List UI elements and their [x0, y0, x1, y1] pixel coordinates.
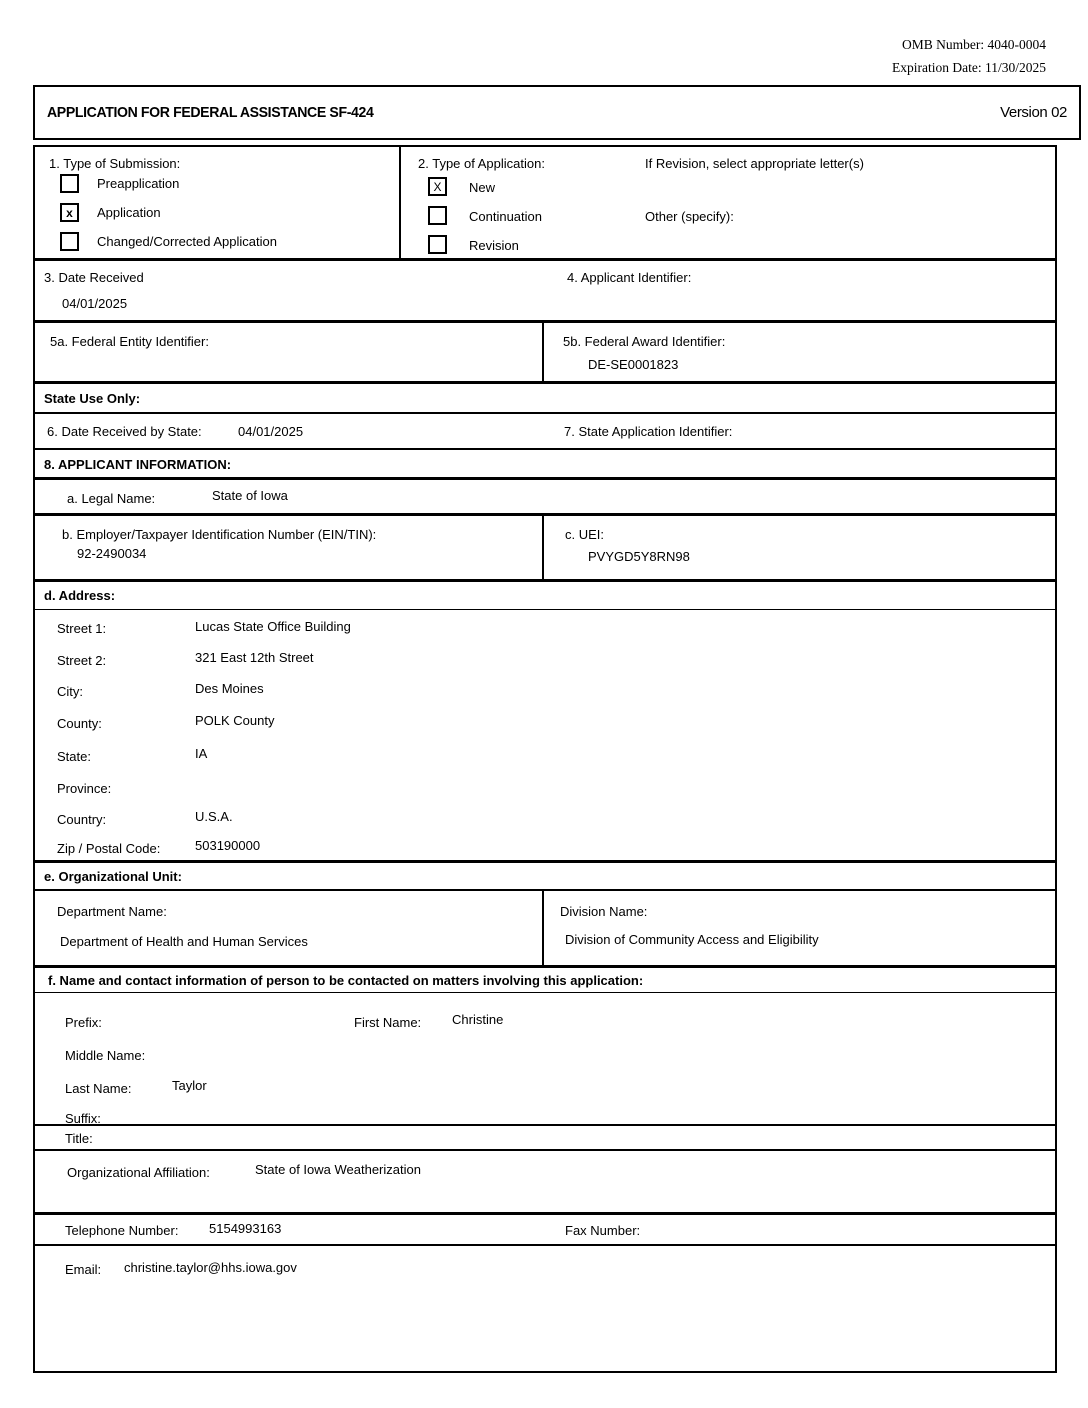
suffix-label: Suffix:: [65, 1111, 101, 1126]
address-block: [35, 610, 1055, 863]
row-department-division: [35, 891, 1055, 968]
uei-label: c. UEI:: [565, 527, 605, 542]
row-submission-application: [35, 147, 1055, 261]
legal-name-label: a. Legal Name:: [67, 491, 156, 506]
fax-number-label: Fax Number:: [565, 1223, 641, 1238]
prefix-label: Prefix:: [65, 1015, 102, 1030]
federal-award-identifier-label: 5b. Federal Award Identifier:: [563, 334, 726, 349]
row-telephone-fax: [35, 1215, 1055, 1246]
street2-value: 321 East 12th Street: [195, 650, 314, 665]
organizational-affiliation-value: State of Iowa Weatherization: [255, 1162, 421, 1177]
continuation-checkbox[interactable]: [428, 206, 447, 225]
department-name-label: Department Name:: [57, 904, 167, 919]
federal-entity-identifier-cell: [35, 323, 544, 381]
division-name-label: Division Name:: [560, 904, 648, 919]
telephone-number-label: Telephone Number:: [65, 1223, 179, 1238]
continuation-label: Continuation: [469, 209, 542, 224]
state-value: IA: [195, 746, 208, 761]
row-contact-heading: [35, 968, 1055, 993]
first-name-value: Christine: [452, 1012, 504, 1027]
federal-award-identifier-cell: [544, 323, 1055, 381]
date-received-by-state-value: 04/01/2025: [238, 424, 304, 439]
row-address-heading: [35, 582, 1055, 610]
applicant-information-heading: 8. APPLICANT INFORMATION:: [44, 457, 232, 472]
zip-label: Zip / Postal Code:: [57, 841, 161, 856]
row-date-received: [35, 261, 1055, 323]
form-body: [33, 145, 1057, 1373]
row-organizational-affiliation: [35, 1151, 1055, 1215]
first-name-label: First Name:: [354, 1015, 422, 1030]
date-received-value: 04/01/2025: [62, 296, 128, 311]
date-received-by-state-label: 6. Date Received by State:: [47, 424, 202, 439]
street1-label: Street 1:: [57, 621, 107, 636]
omb-block: [892, 33, 1046, 79]
date-received-label: 3. Date Received: [44, 270, 144, 285]
row-applicant-information-heading: [35, 450, 1055, 480]
division-cell: [544, 891, 1055, 965]
revision-checkbox[interactable]: [428, 235, 447, 254]
federal-award-identifier-value: DE-SE0001823: [588, 357, 679, 372]
state-use-only-label: State Use Only:: [44, 391, 141, 406]
revision-label: Revision: [469, 238, 519, 253]
organizational-affiliation-label: Organizational Affiliation:: [67, 1165, 210, 1180]
section-type-of-application: [401, 147, 1055, 258]
revision-hint-label: If Revision, select appropriate letter(s): [645, 156, 864, 171]
department-cell: [35, 891, 544, 965]
contact-heading: f. Name and contact information of person to be contacted on matters involving this application:: [48, 973, 644, 988]
last-name-label: Last Name:: [65, 1081, 132, 1096]
application-label: Application: [97, 205, 161, 220]
contact-name-block: [35, 993, 1055, 1126]
form-title-bar: [33, 85, 1081, 140]
city-label: City:: [57, 684, 83, 699]
changed-corrected-checkbox[interactable]: [60, 232, 79, 251]
country-label: Country:: [57, 812, 107, 827]
row-email: [35, 1246, 1055, 1330]
new-checkbox[interactable]: X: [428, 177, 447, 196]
form-version: Version 02: [1000, 104, 1067, 121]
ein-cell: [35, 516, 544, 579]
county-label: County:: [57, 716, 102, 731]
division-name-value: Division of Community Access and Eligibility: [565, 932, 819, 947]
street1-value: Lucas State Office Building: [195, 619, 351, 634]
applicant-identifier-label: 4. Applicant Identifier:: [567, 270, 692, 285]
county-value: POLK County: [195, 713, 275, 728]
row-organizational-unit-heading: [35, 863, 1055, 891]
row-federal-identifiers: [35, 323, 1055, 384]
other-specify-label: Other (specify):: [645, 209, 734, 224]
zip-value: 503190000: [195, 838, 261, 853]
city-value: Des Moines: [195, 681, 264, 696]
email-label: Email:: [65, 1262, 102, 1277]
uei-value: PVYGD5Y8RN98: [588, 549, 690, 564]
row-ein-uei: [35, 516, 1055, 582]
new-label: New: [469, 180, 496, 195]
country-value: U.S.A.: [195, 809, 233, 824]
department-name-value: Department of Health and Human Services: [60, 934, 308, 949]
row-state-use-only: [35, 384, 1055, 414]
province-label: Province:: [57, 781, 112, 796]
state-application-identifier-label: 7. State Application Identifier:: [564, 424, 733, 439]
omb-expiration-date: Expiration Date: 11/30/2025: [892, 60, 1046, 75]
preapplication-checkbox[interactable]: [60, 174, 79, 193]
form-title: APPLICATION FOR FEDERAL ASSISTANCE SF-424: [47, 104, 374, 121]
address-heading: d. Address:: [44, 588, 116, 603]
uei-cell: [544, 516, 1055, 579]
legal-name-value: State of Iowa: [212, 488, 288, 503]
organizational-unit-heading: e. Organizational Unit:: [44, 869, 182, 884]
section-type-of-submission: [35, 147, 401, 258]
last-name-value: Taylor: [172, 1078, 207, 1093]
row-legal-name: [35, 480, 1055, 516]
state-label: State:: [57, 749, 91, 764]
preapplication-label: Preapplication: [97, 176, 180, 191]
row-title: [35, 1126, 1055, 1151]
application-checkbox[interactable]: x: [60, 203, 79, 222]
row-state-received: [35, 414, 1055, 450]
type-of-application-label: 2. Type of Application:: [418, 156, 545, 171]
email-value: christine.taylor@hhs.iowa.gov: [124, 1260, 297, 1275]
type-of-submission-label: 1. Type of Submission:: [49, 156, 181, 171]
middle-name-label: Middle Name:: [65, 1048, 146, 1063]
telephone-number-value: 5154993163: [209, 1221, 282, 1236]
ein-value: 92-2490034: [77, 546, 147, 561]
federal-entity-identifier-label: 5a. Federal Entity Identifier:: [50, 334, 209, 349]
changed-corrected-label: Changed/Corrected Application: [97, 234, 277, 249]
ein-label: b. Employer/Taxpayer Identification Number (EIN/TIN):: [62, 527, 377, 542]
title-label: Title:: [65, 1131, 93, 1146]
street2-label: Street 2:: [57, 653, 107, 668]
omb-number: OMB Number: 4040-0004: [902, 37, 1046, 52]
